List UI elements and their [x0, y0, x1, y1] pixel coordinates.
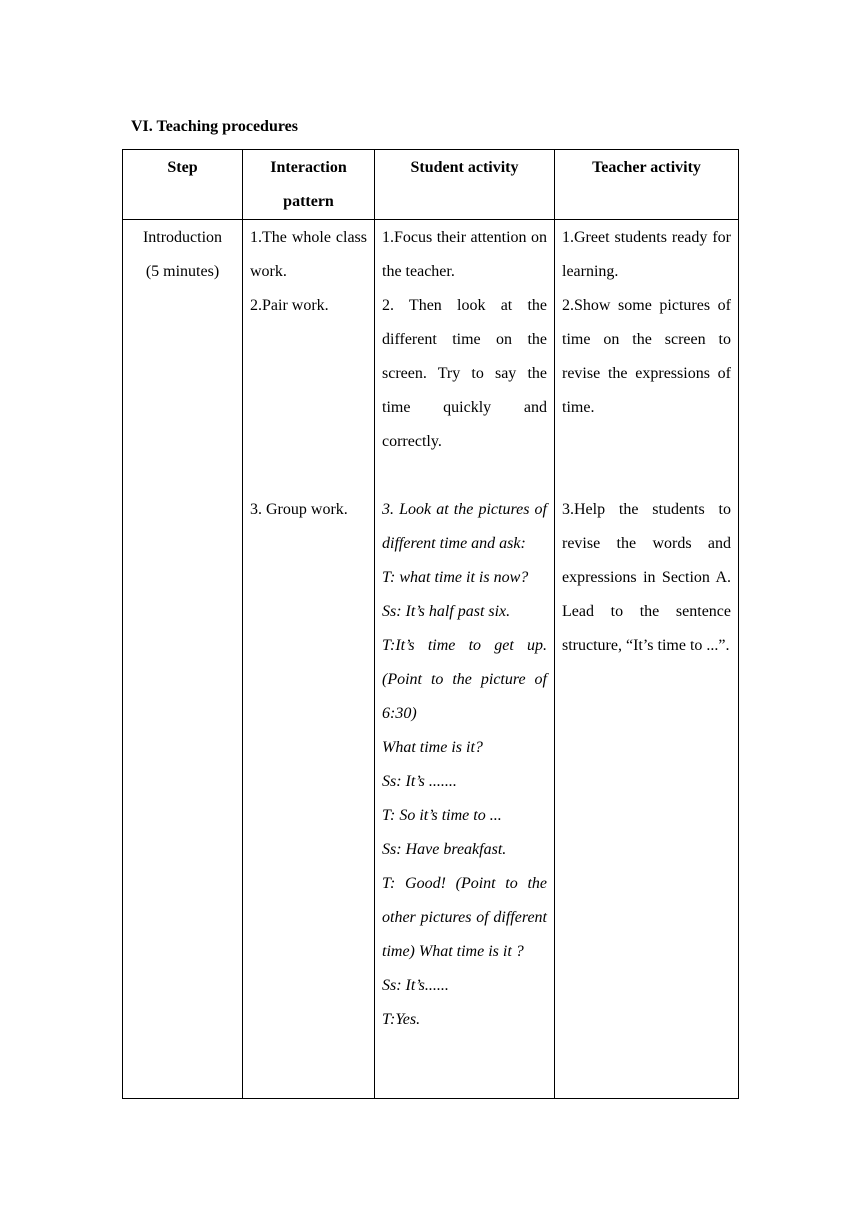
header-step: Step — [123, 150, 243, 220]
interaction-item: 1.The whole class work. — [250, 229, 367, 280]
teacher-activity-cell — [555, 220, 739, 1099]
dialogue-line: What time is it? — [382, 739, 483, 756]
spacer — [382, 459, 547, 493]
spacer — [562, 425, 731, 493]
step-cell — [123, 220, 243, 1099]
header-teacher-activity: Teacher activity — [555, 150, 739, 220]
student-activity-p3: 3. Look at the pictures of different time and ask: — [382, 501, 547, 552]
header-student-activity: Student activity — [375, 150, 555, 220]
dialogue-line: T: what time it is now? — [382, 569, 529, 586]
student-activity-p1: 1.Focus their attention on the teacher. — [382, 229, 547, 280]
student-activity-p2: 2. Then look at the different time on the screen. Try to say the time quickly and correctly. — [382, 297, 547, 450]
dialogue-line: T: So it’s time to ... — [382, 807, 502, 824]
table-header-row — [123, 150, 739, 220]
header-interaction-line-2: pattern — [283, 193, 334, 210]
header-interaction-line-1: Interaction — [270, 159, 347, 176]
interaction-cell — [243, 220, 375, 1099]
step-name: Introduction — [142, 229, 223, 246]
interaction-item: 3. Group work. — [250, 501, 348, 518]
dialogue-line: T: Good! (Point to the other pictures of different time) What time is it ? — [382, 875, 547, 960]
dialogue-line: T:It’s time to get up. (Point to the picture of 6:30) — [382, 637, 547, 722]
dialogue-line: Ss: Have breakfast. — [382, 841, 507, 858]
dialogue-line: Ss: It’s ....... — [382, 773, 457, 790]
student-activity-cell — [375, 220, 555, 1099]
teaching-procedures-table — [122, 149, 739, 1099]
dialogue-line: Ss: It’s...... — [382, 977, 449, 994]
dialogue-line: T:Yes. — [382, 1011, 421, 1028]
header-interaction-pattern — [243, 150, 375, 220]
interaction-item: 2.Pair work. — [250, 297, 329, 314]
dialogue-line: Ss: It’s half past six. — [382, 603, 511, 620]
teacher-activity-p1: 1.Greet students ready for learning. — [562, 229, 731, 280]
section-title: VI. Teaching procedures — [131, 118, 298, 135]
teacher-activity-p3: 3.Help the students to revise the words and expressions in Section A. Lead to the sentence structure, “It’s time to ...”. — [562, 501, 731, 654]
table-row — [123, 220, 739, 1099]
step-duration: (5 minutes) — [145, 263, 220, 280]
teacher-activity-p2: 2.Show some pictures of time on the screen to revise the expressions of time. — [562, 297, 731, 416]
spacer — [250, 323, 367, 493]
